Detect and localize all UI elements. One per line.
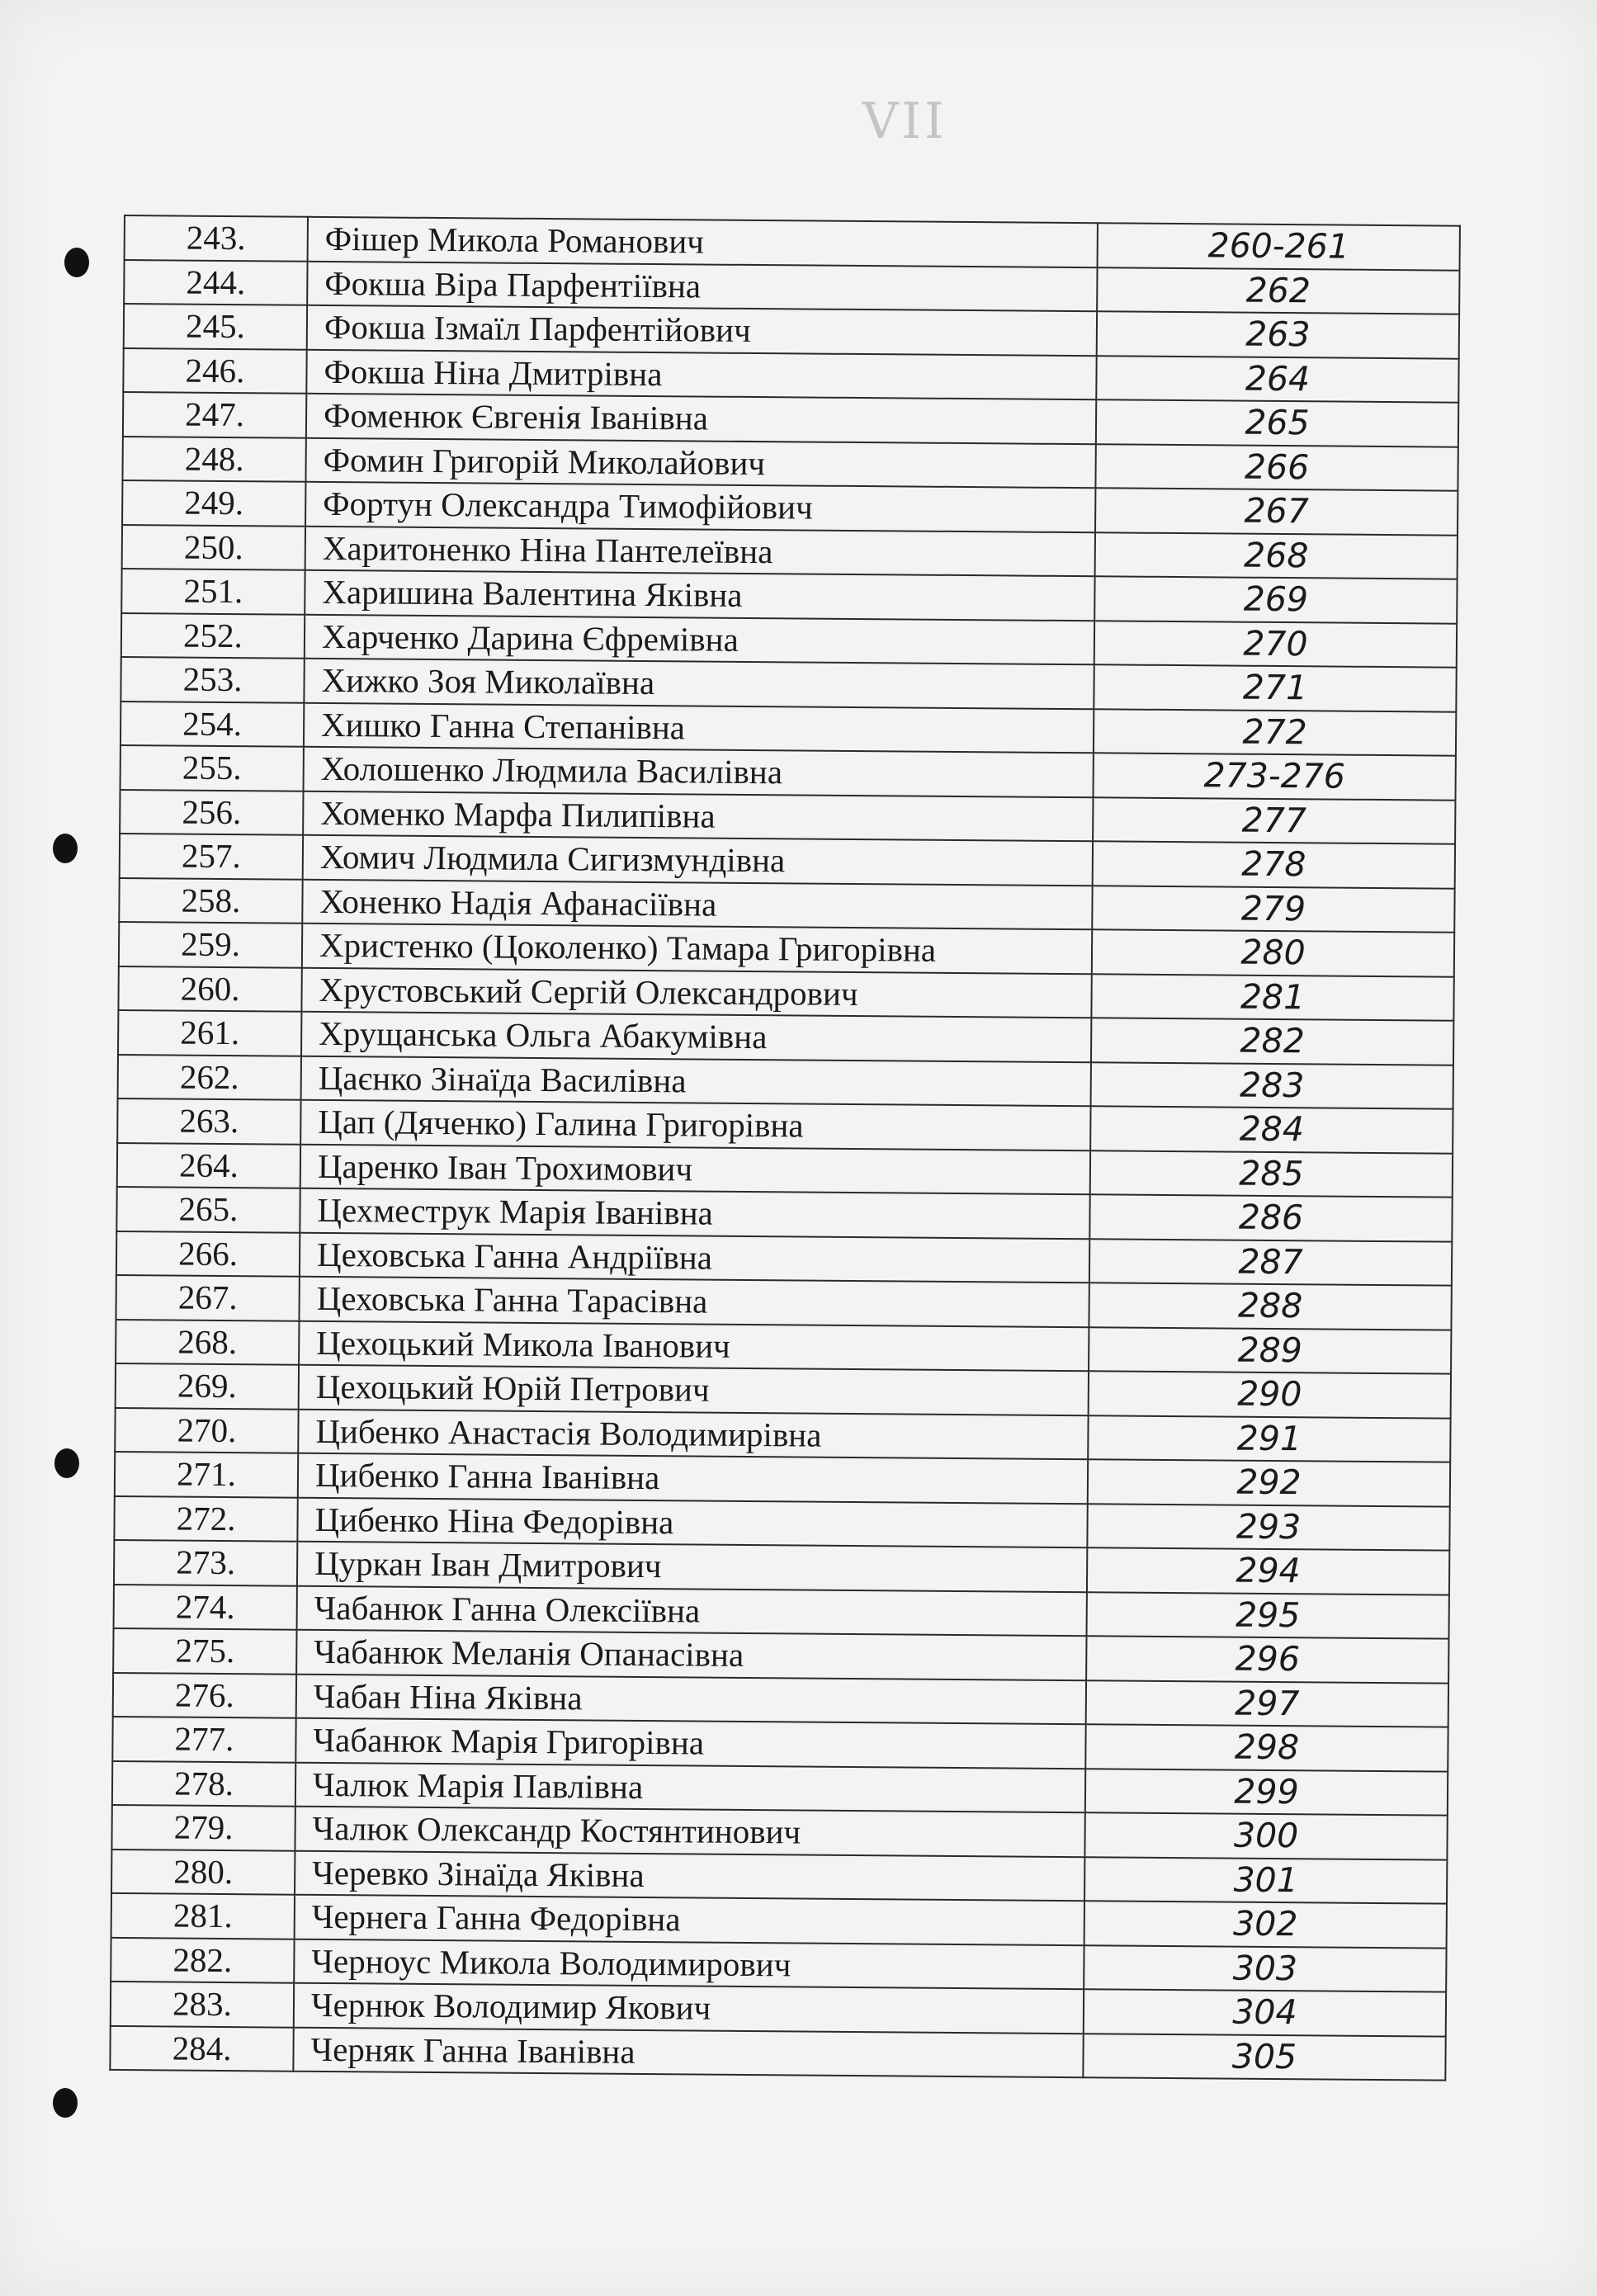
person-name: Чабанюк Марія Григорівна bbox=[295, 1718, 1085, 1769]
person-name: Харитоненко Ніна Пантелеївна bbox=[305, 526, 1095, 576]
page-reference: 273-276 bbox=[1093, 753, 1455, 800]
person-name: Цибенко Ганна Іванівна bbox=[298, 1453, 1088, 1504]
page-reference: 288 bbox=[1089, 1283, 1451, 1330]
person-name: Цеховська Ганна Андріївна bbox=[300, 1232, 1089, 1283]
row-number: 243. bbox=[125, 215, 308, 261]
row-number: 280. bbox=[111, 1849, 295, 1894]
row-number: 251. bbox=[121, 569, 305, 614]
page-reference: 299 bbox=[1085, 1769, 1448, 1816]
person-name: Чабанюк Ганна Олексіївна bbox=[297, 1585, 1087, 1636]
row-number: 247. bbox=[123, 392, 306, 437]
section-mark: VII bbox=[862, 92, 947, 150]
row-number: 271. bbox=[115, 1452, 298, 1497]
page-reference: 302 bbox=[1084, 1901, 1447, 1948]
page-reference: 300 bbox=[1084, 1812, 1447, 1859]
person-name: Фортун Олександра Тимофійович bbox=[305, 482, 1095, 532]
punch-hole bbox=[53, 834, 78, 863]
page-reference: 281 bbox=[1091, 974, 1453, 1021]
row-number: 245. bbox=[124, 304, 307, 349]
page-reference: 289 bbox=[1089, 1327, 1451, 1374]
person-name: Фомин Григорій Миколайович bbox=[305, 437, 1095, 488]
person-name: Хрустовський Сергій Олександрович bbox=[301, 967, 1091, 1018]
page-reference: 278 bbox=[1093, 841, 1455, 888]
person-name: Чернега Ганна Федорівна bbox=[295, 1895, 1084, 1945]
row-number: 267. bbox=[116, 1275, 299, 1320]
page-reference: 265 bbox=[1096, 399, 1458, 446]
row-number: 257. bbox=[120, 834, 303, 879]
person-name: Цаєнко Зінаїда Василівна bbox=[301, 1056, 1091, 1106]
person-name: Чалюк Олександр Костянтинович bbox=[295, 1807, 1084, 1857]
row-number: 248. bbox=[122, 436, 305, 481]
person-name: Цехместрук Марія Іванівна bbox=[300, 1188, 1089, 1239]
page-reference: 301 bbox=[1084, 1857, 1447, 1904]
row-number: 272. bbox=[114, 1495, 297, 1541]
punch-hole bbox=[54, 1448, 79, 1478]
person-name: Холошенко Людмила Василівна bbox=[304, 747, 1094, 797]
register-sheet bbox=[108, 215, 1460, 2173]
row-number: 250. bbox=[122, 524, 305, 569]
row-number: 260. bbox=[118, 966, 301, 1011]
page-reference: 270 bbox=[1094, 621, 1457, 668]
person-name: Хрущанська Ольга Абакумівна bbox=[301, 1012, 1091, 1062]
page-reference: 272 bbox=[1094, 709, 1456, 756]
row-number: 269. bbox=[116, 1363, 299, 1409]
row-number: 253. bbox=[120, 657, 304, 702]
person-name: Хоненко Надія Афанасіївна bbox=[302, 879, 1092, 929]
person-name: Христенко (Цоколенко) Тамара Григорівна bbox=[302, 924, 1092, 974]
page-reference: 296 bbox=[1086, 1636, 1448, 1683]
punch-hole bbox=[53, 2088, 78, 2118]
page-reference: 298 bbox=[1085, 1724, 1448, 1771]
person-name: Чабан Ніна Яківна bbox=[296, 1674, 1086, 1724]
person-name: Хомич Людмила Сигизмундівна bbox=[303, 835, 1093, 886]
page-reference: 269 bbox=[1094, 576, 1457, 623]
row-number: 266. bbox=[116, 1231, 300, 1276]
row-number: 256. bbox=[120, 789, 303, 834]
row-number: 276. bbox=[113, 1672, 296, 1717]
person-name: Цап (Дяченко) Галина Григорівна bbox=[300, 1100, 1090, 1150]
person-name: Цибенко Ніна Федорівна bbox=[297, 1497, 1087, 1547]
page-reference: 286 bbox=[1089, 1194, 1452, 1241]
person-name: Фокша Ніна Дмитрівна bbox=[306, 349, 1096, 399]
page-reference: 267 bbox=[1095, 488, 1458, 535]
row-number: 282. bbox=[111, 1937, 294, 1982]
row-number: 263. bbox=[117, 1098, 300, 1144]
page-reference: 264 bbox=[1096, 356, 1458, 403]
person-name: Хижко Зоя Миколаївна bbox=[304, 659, 1094, 709]
row-number: 264. bbox=[117, 1142, 300, 1188]
page-reference: 304 bbox=[1084, 1989, 1446, 2036]
person-name: Цибенко Анастасія Володимирівна bbox=[298, 1409, 1088, 1459]
page-reference: 279 bbox=[1092, 886, 1454, 933]
row-number: 252. bbox=[121, 612, 305, 658]
table-row bbox=[110, 2025, 1445, 2080]
page-reference: 284 bbox=[1090, 1106, 1453, 1153]
page-reference: 283 bbox=[1091, 1062, 1453, 1109]
page-reference: 268 bbox=[1095, 532, 1458, 579]
page-reference: 305 bbox=[1083, 2034, 1445, 2081]
row-number: 265. bbox=[116, 1187, 300, 1232]
row-number: 261. bbox=[118, 1010, 301, 1056]
page-reference: 262 bbox=[1097, 267, 1459, 314]
row-number: 273. bbox=[114, 1540, 297, 1585]
person-name: Царенко Іван Трохимович bbox=[300, 1144, 1090, 1194]
row-number: 262. bbox=[118, 1054, 301, 1099]
person-name: Цехоцький Микола Іванович bbox=[299, 1320, 1089, 1371]
row-number: 277. bbox=[112, 1717, 295, 1762]
page-reference: 293 bbox=[1087, 1504, 1449, 1551]
person-name: Хишко Ганна Степанівна bbox=[304, 702, 1094, 753]
person-name: Цеховська Ганна Тарасівна bbox=[299, 1277, 1089, 1327]
person-name: Харченко Дарина Єфремівна bbox=[305, 614, 1094, 664]
person-name: Цехоцький Юрій Петрович bbox=[299, 1365, 1089, 1415]
page-reference: 294 bbox=[1087, 1547, 1449, 1594]
page-reference: 282 bbox=[1091, 1018, 1453, 1065]
person-name: Фокша Віра Парфентіївна bbox=[307, 261, 1097, 311]
person-name: Цуркан Іван Дмитрович bbox=[297, 1542, 1087, 1592]
page-reference: 263 bbox=[1097, 311, 1459, 358]
page-reference: 280 bbox=[1092, 929, 1454, 976]
page-reference: 303 bbox=[1084, 1945, 1446, 1992]
page-reference: 292 bbox=[1088, 1459, 1450, 1506]
page-reference: 287 bbox=[1089, 1239, 1452, 1286]
person-name: Харишина Валентина Яківна bbox=[305, 570, 1094, 621]
person-name: Фішер Микола Романович bbox=[308, 217, 1098, 267]
page-reference: 285 bbox=[1090, 1150, 1453, 1198]
person-name: Черевко Зінаїда Яківна bbox=[295, 1850, 1084, 1901]
row-number: 258. bbox=[119, 877, 302, 923]
person-name: Черноус Микола Володимирович bbox=[294, 1939, 1084, 1989]
row-number: 259. bbox=[119, 922, 302, 967]
row-number: 244. bbox=[124, 260, 307, 305]
page-reference: 271 bbox=[1094, 664, 1456, 711]
row-number: 254. bbox=[120, 701, 304, 746]
row-number: 275. bbox=[113, 1628, 296, 1674]
person-name: Чалюк Марія Павлівна bbox=[295, 1762, 1085, 1812]
person-name: Чабанюк Меланія Опанасівна bbox=[296, 1630, 1086, 1680]
row-number: 255. bbox=[120, 745, 304, 791]
person-name: Хоменко Марфа Пилипівна bbox=[303, 791, 1093, 841]
row-number: 278. bbox=[112, 1760, 295, 1806]
row-number: 246. bbox=[123, 348, 306, 394]
page-reference: 290 bbox=[1089, 1371, 1451, 1418]
row-number: 274. bbox=[114, 1584, 297, 1629]
row-number: 270. bbox=[115, 1407, 298, 1453]
person-name: Фокша Ізмаїл Парфентійович bbox=[307, 305, 1097, 356]
page-reference: 297 bbox=[1086, 1680, 1448, 1727]
page-reference: 260-261 bbox=[1098, 223, 1460, 270]
row-number: 283. bbox=[111, 1982, 294, 2027]
page-reference: 277 bbox=[1093, 797, 1455, 844]
page-reference: 295 bbox=[1087, 1592, 1449, 1639]
page-reference: 291 bbox=[1088, 1415, 1450, 1462]
punch-hole bbox=[64, 248, 89, 277]
page-reference: 266 bbox=[1095, 444, 1458, 491]
row-number: 279. bbox=[111, 1805, 295, 1850]
row-number: 268. bbox=[116, 1319, 299, 1364]
person-name: Фоменюк Євгенія Іванівна bbox=[306, 394, 1096, 444]
row-number: 284. bbox=[110, 2025, 293, 2071]
person-name: Черняк Ганна Іванівна bbox=[293, 2027, 1083, 2077]
register-table bbox=[109, 215, 1461, 2081]
register-body bbox=[110, 215, 1460, 2081]
person-name: Чернюк Володимир Якович bbox=[294, 1983, 1084, 2034]
row-number: 281. bbox=[111, 1893, 295, 1939]
row-number: 249. bbox=[122, 480, 305, 526]
